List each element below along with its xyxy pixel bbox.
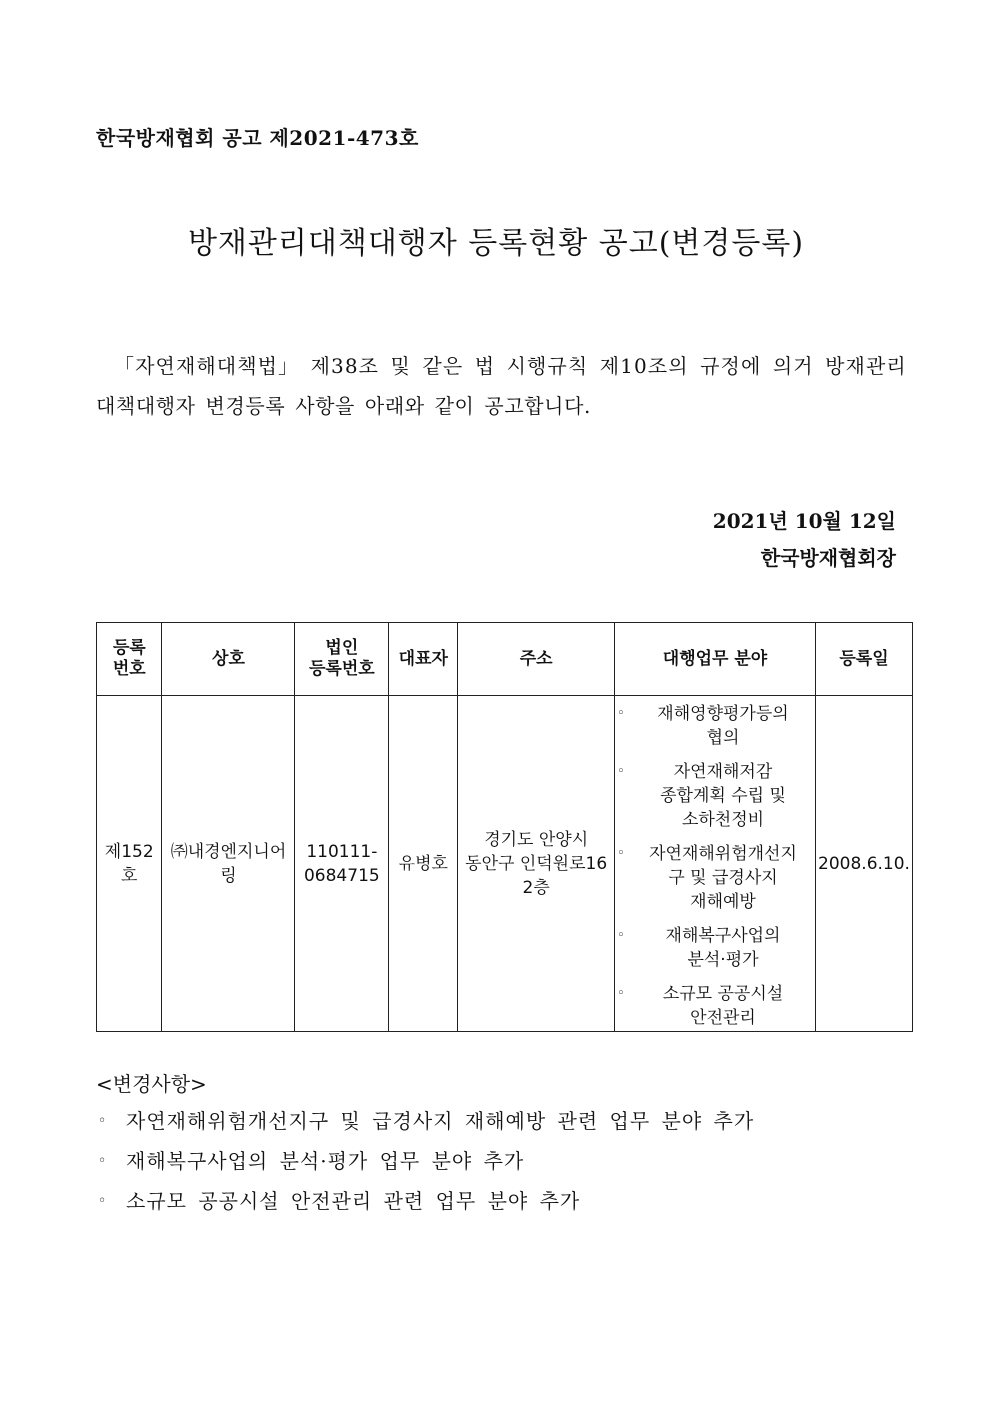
header-corp-no xyxy=(295,623,389,696)
change-text: 자연재해위험개선지구 및 급경사지 재해예방 관련 업무 분야 추가 xyxy=(126,1109,755,1133)
change-item xyxy=(96,1186,754,1226)
business-line: 안전관리 xyxy=(690,1007,756,1028)
address-line: 경기도 안양시 xyxy=(484,829,589,850)
corp-no-line: 0684715 xyxy=(303,865,380,886)
business-line: 재해예방 xyxy=(690,891,756,912)
table-header-row xyxy=(97,623,913,696)
header-reg-no-line: 등록 xyxy=(112,638,146,658)
bullet-icon: ◦ xyxy=(616,985,625,1001)
business-item xyxy=(617,842,813,914)
address-line: 2층 xyxy=(522,877,550,898)
business-line: 소하천정비 xyxy=(681,809,765,830)
header-reg-no xyxy=(97,623,162,696)
cell-reg-no: 제152호 xyxy=(97,696,162,1032)
bullet-icon: ◦ xyxy=(616,845,625,861)
business-item xyxy=(617,702,813,750)
change-text: 소규모 공공시설 안전관리 관련 업무 분야 추가 xyxy=(126,1189,581,1213)
registration-table xyxy=(96,622,913,1032)
cell-representative: 유병호 xyxy=(389,696,458,1032)
changes-title: <변경사항> xyxy=(96,1072,207,1096)
bullet-icon: ◦ xyxy=(616,705,625,721)
header-reg-no-line: 번호 xyxy=(112,659,146,679)
cell-business xyxy=(614,696,815,1032)
header-representative: 대표자 xyxy=(389,623,458,696)
notice-number: 한국방재협회 공고 제2021-473호 xyxy=(96,126,419,150)
paragraph-line-1: 「자연재해대책법」 제38조 및 같은 법 시행규칙 제10조의 규정에 의거 방재관리 xyxy=(114,354,907,378)
header-address: 주소 xyxy=(458,623,615,696)
paragraph-line-2: 대책대행자 변경등록 사항을 아래와 같이 공고합니다. xyxy=(96,394,591,418)
business-line: 협의 xyxy=(706,727,740,748)
cell-address xyxy=(458,696,615,1032)
header-reg-date: 등록일 xyxy=(816,623,913,696)
business-item xyxy=(617,924,813,972)
change-item xyxy=(96,1146,754,1186)
business-line: 분석·평가 xyxy=(687,949,759,970)
business-line: 재해영향평가등의 xyxy=(657,703,789,724)
bullet-icon: ◦ xyxy=(98,1193,108,1209)
notice-paragraph xyxy=(96,346,907,426)
business-item xyxy=(617,760,813,832)
table-row xyxy=(97,696,913,1032)
header-business: 대행업무 분야 xyxy=(614,623,815,696)
notice-date: 2021년 10월 12일 xyxy=(712,509,896,533)
corp-no-line: 110111- xyxy=(306,841,378,862)
header-company: 상호 xyxy=(162,623,295,696)
business-line: 소규모 공공시설 xyxy=(662,983,784,1004)
page-title: 방재관리대책대행자 등록현황 공고(변경등록) xyxy=(187,226,805,261)
header-corp-no-line: 법인 xyxy=(325,638,359,658)
bullet-icon: ◦ xyxy=(616,927,625,943)
business-line: 종합계획 수립 및 xyxy=(660,785,786,806)
change-item xyxy=(96,1106,754,1146)
bullet-icon: ◦ xyxy=(616,763,625,779)
cell-corp-no xyxy=(295,696,389,1032)
bullet-icon: ◦ xyxy=(98,1153,108,1169)
business-line: 자연재해저감 xyxy=(673,761,773,782)
header-corp-no-line: 등록번호 xyxy=(308,659,375,679)
change-text: 재해복구사업의 분석·평가 업무 분야 추가 xyxy=(126,1149,525,1173)
business-line: 자연재해위험개선지 xyxy=(649,843,797,864)
cell-company: ㈜내경엔지니어링 xyxy=(162,696,295,1032)
bullet-icon: ◦ xyxy=(98,1113,108,1129)
signer: 한국방재협회장 xyxy=(760,546,896,570)
business-item xyxy=(617,982,813,1030)
business-line: 재해복구사업의 xyxy=(665,925,781,946)
business-line: 구 및 급경사지 xyxy=(668,867,778,888)
cell-reg-date: 2008.6.10. xyxy=(816,696,913,1032)
changes-section xyxy=(96,1068,754,1226)
address-line: 동안구 인덕원로16 xyxy=(465,853,608,874)
